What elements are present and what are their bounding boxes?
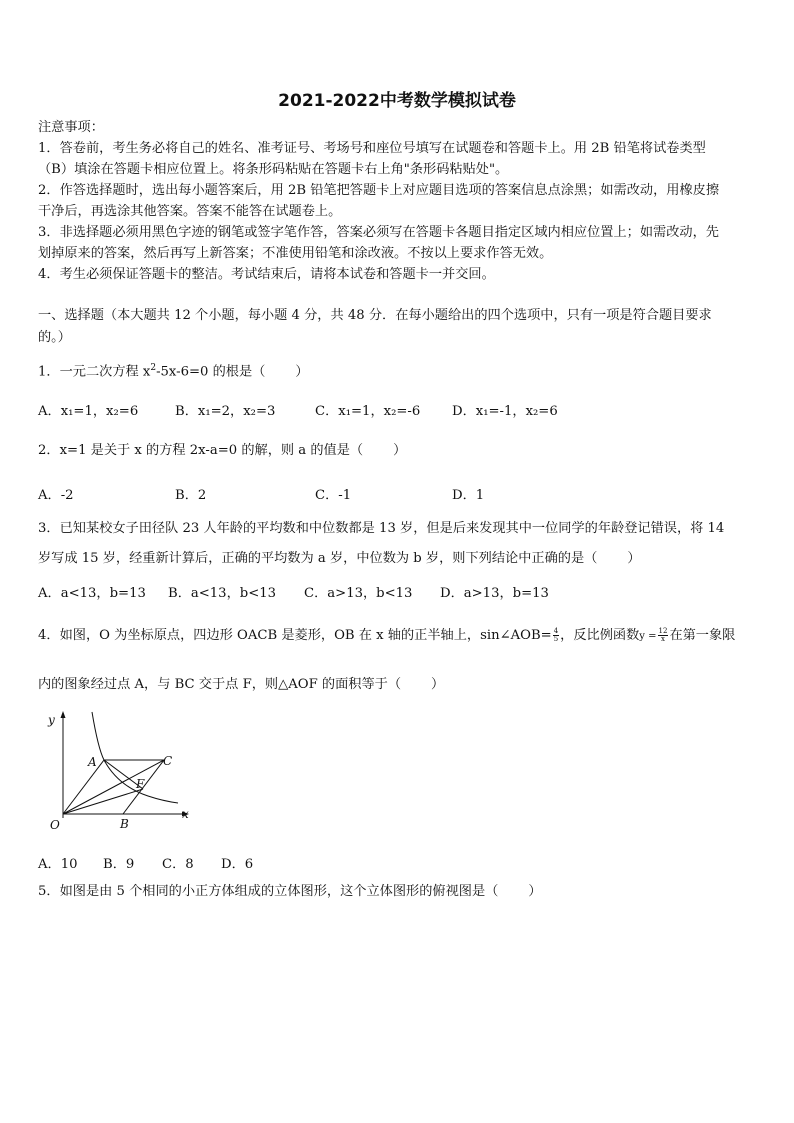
question-2-option-b: B．2 — [175, 488, 207, 503]
section-heading-line-1: 一、选择题（本大题共 12 个小题，每小题 4 分，共 48 分．在每小题给出的四个选项中，只有一项是符合题目要求 — [38, 308, 712, 323]
notice-line-1b: （B）填涂在答题卡相应位置上。将条形码粘贴在答题卡右上角"条形码粘贴处"。 — [38, 162, 509, 177]
question-5-close-paren: ） — [528, 884, 542, 899]
label-o: O — [50, 818, 60, 832]
question-1-option-d: D．x₁=-1，x₂=6 — [452, 404, 558, 419]
question-4-text-a: 4．如图，O 为坐标原点，四边形 OACB 是菱形，OB 在 x 轴的正半轴上，sin∠AOB= — [38, 628, 552, 643]
question-1-close-paren: ） — [295, 364, 309, 380]
question-5-stem — [38, 882, 542, 902]
label-a: A — [88, 755, 97, 769]
question-3-stem-text: 岁写成 15 岁，经重新计算后，正确的平均数为 a 岁，中位数为 b 岁，则下列结论中正确的是（ — [38, 551, 598, 566]
notice-line-2b: 干净后，再选涂其他答案。答案不能答在试题卷上。 — [38, 204, 342, 219]
page-title: 2021-2022中考数学模拟试卷 — [278, 91, 516, 111]
segment-oa — [63, 760, 104, 814]
question-1-option-a: A．x₁=1，x₂=6 — [38, 404, 139, 419]
notice-line-3a: 3．非选择题必须用黑色字迹的钢笔或签字笔作答，答案必须写在答题卡各题目指定区域内相应位置上；如需改动，先 — [38, 225, 719, 240]
function-fraction-denominator: x — [661, 635, 665, 643]
notice-line-3b: 划掉原来的答案，然后再写上新答案；不准使用铅笔和涂改液。不按以上要求作答无效。 — [38, 246, 553, 261]
question-2-close-paren: ） — [393, 443, 407, 458]
label-f: F — [136, 777, 145, 791]
question-4-option-b: B．9 — [103, 857, 135, 872]
function-fraction — [658, 628, 669, 643]
notice-line-1a: 1．答卷前，考生务必将自己的姓名、准考证号、考场号和座位号填写在试题卷和答题卡上。用 2B 铅笔将试卷类型 — [38, 141, 706, 156]
question-1-stem-pre: 1．一元二次方程 x — [38, 364, 151, 380]
question-4-text-c: 在第一象限 — [669, 628, 736, 643]
question-4-close-paren: ） — [431, 677, 445, 692]
y-axis-arrow-icon — [61, 711, 66, 718]
function-fraction-numerator: 12 — [658, 627, 668, 635]
question-4-text-line-2: 内的图象经过点 A，与 BC 交于点 F，则△AOF 的面积等于（ — [38, 677, 402, 692]
notice-heading: 注意事项： — [38, 120, 104, 135]
question-3-option-b: B．a<13，b<13 — [168, 586, 277, 601]
question-4-option-c: C．8 — [162, 857, 194, 872]
question-2-stem — [38, 441, 406, 461]
label-c: C — [163, 754, 173, 768]
question-4-stem-line-1 — [38, 626, 735, 647]
question-4-figure — [38, 708, 198, 834]
question-2-option-d: D．1 — [452, 488, 485, 503]
question-4-text-b: ，反比例函数 — [560, 628, 640, 643]
question-5-stem-text: 5．如图是由 5 个相同的小正方体组成的立体图形，这个立体图形的俯视图是（ — [38, 884, 499, 899]
section-heading-line-2: 的。） — [38, 330, 71, 345]
sine-fraction — [553, 628, 559, 643]
question-2-stem-text: 2．x=1 是关于 x 的方程 2x-a=0 的解，则 a 的值是（ — [38, 443, 364, 458]
question-3-stem-line-2 — [38, 549, 641, 569]
question-4-stem-line-2 — [38, 675, 444, 695]
question-3-option-c: C．a>13，b<13 — [304, 586, 413, 601]
label-x: x — [182, 807, 189, 821]
question-1-stem-post: -5x-6=0 的根是（ — [156, 364, 266, 380]
question-1-exponent: 2 — [150, 363, 157, 373]
question-3-close-paren: ） — [627, 551, 641, 566]
label-b: B — [120, 817, 129, 831]
question-4-option-d: D．6 — [221, 857, 254, 872]
notice-line-4: 4．考生必须保证答题卡的整洁。考试结束后，请将本试卷和答题卡一并交回。 — [38, 267, 495, 282]
question-1-option-b: B．x₁=2，x₂=3 — [175, 404, 276, 419]
question-2-option-c: C．-1 — [315, 488, 352, 503]
question-3-stem-line-1: 3．已知某校女子田径队 23 人年龄的平均数和中位数都是 13 岁，但是后来发现其中一位同学的年龄登记错误，将 14 — [38, 521, 725, 536]
sine-fraction-numerator: 4 — [553, 627, 559, 635]
function-y-equals: y = — [639, 631, 657, 642]
question-4-option-a: A．10 — [38, 857, 78, 872]
question-3-option-d: D．a>13，b=13 — [440, 586, 549, 601]
question-1-stem — [38, 358, 309, 382]
notice-line-2a: 2．作答选择题时，选出每小题答案后，用 2B 铅笔把答题卡上对应题目选项的答案信息点涂黑；如需改动，用橡皮擦 — [38, 183, 720, 198]
question-2-option-a: A．-2 — [38, 488, 74, 503]
label-y: y — [48, 713, 55, 727]
question-3-option-a: A．a<13，b=13 — [38, 586, 146, 601]
sine-fraction-denominator: 5 — [553, 635, 559, 643]
segment-oc — [63, 760, 164, 814]
question-1-option-c: C．x₁=1，x₂=-6 — [315, 404, 421, 419]
